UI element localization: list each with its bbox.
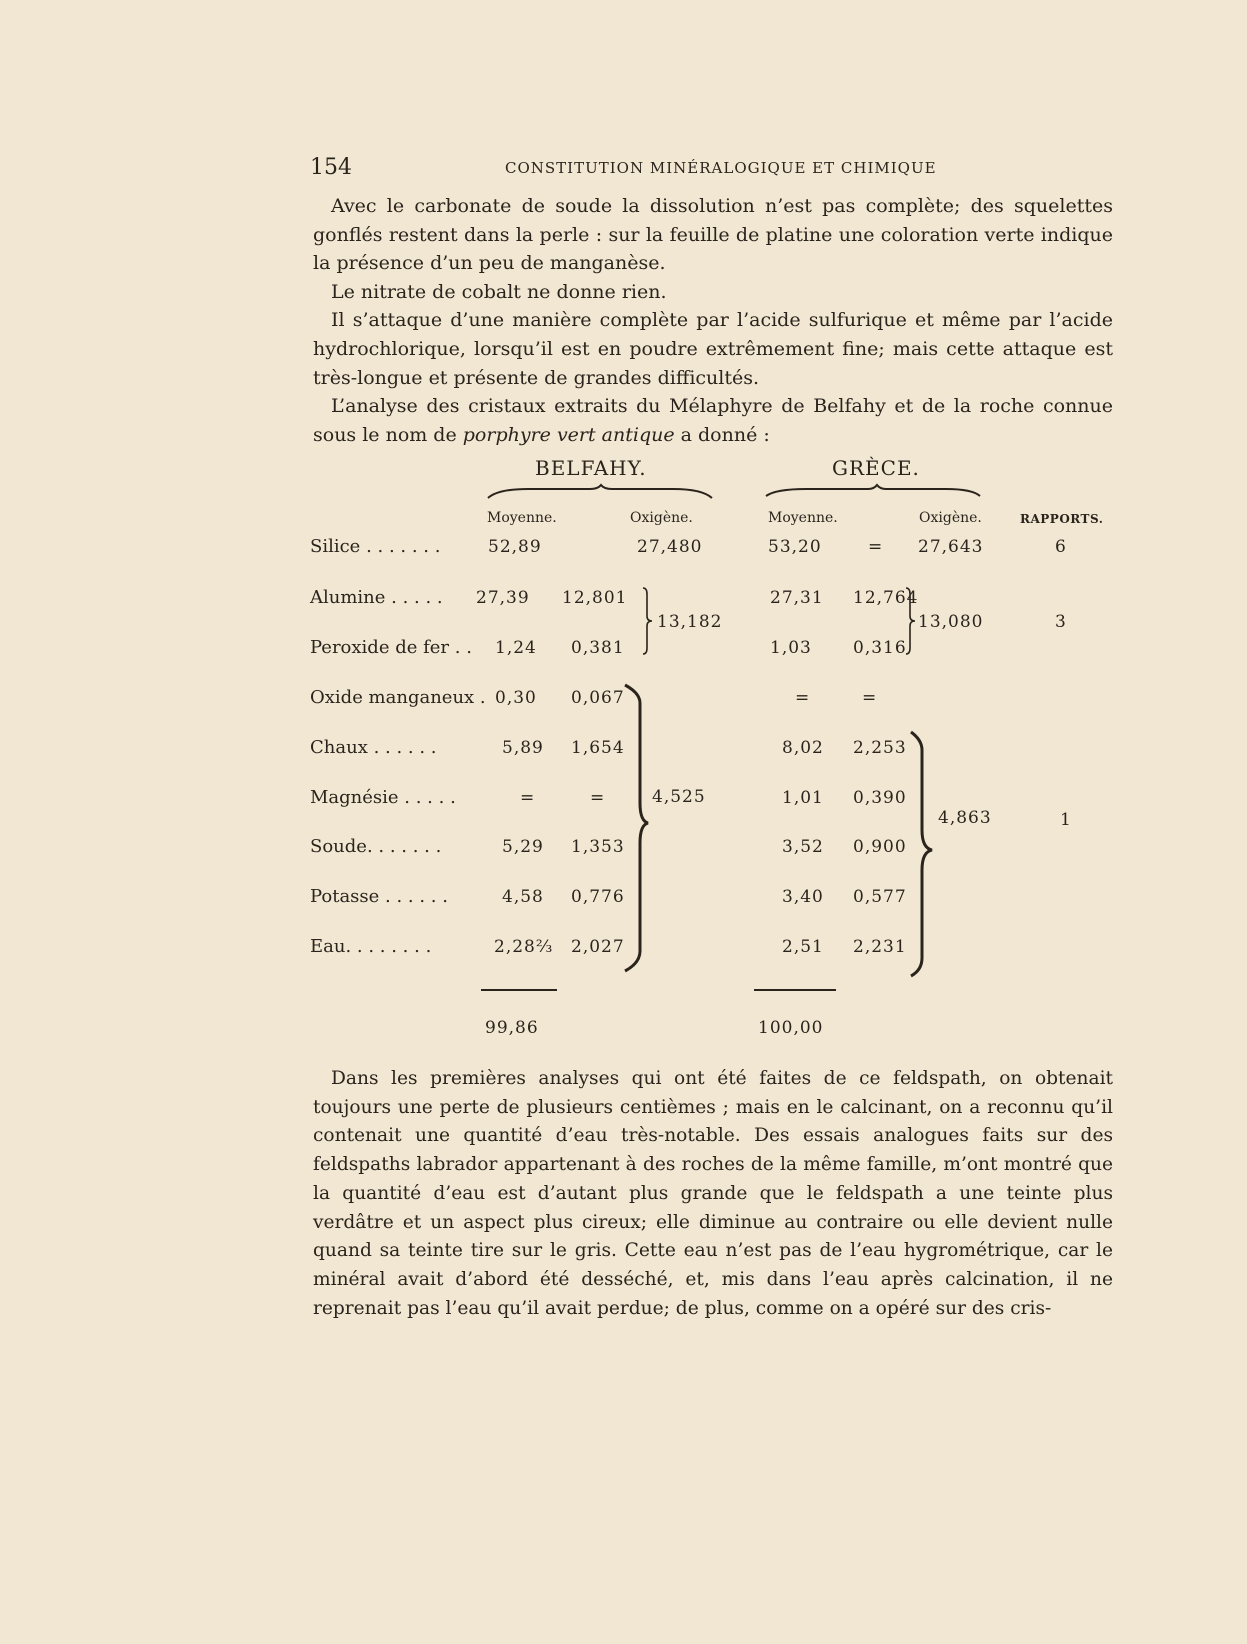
group1-belfahy-sum: 13,182 [657,612,723,632]
belfahy-brace [488,486,713,500]
cell-silice-g-mid: = [868,537,884,557]
cell-eau-g-ox: 2,231 [853,937,907,957]
running-title: CONSTITUTION MINÉRALOGIQUE ET CHIMIQUE [505,159,937,177]
cell-magnesie-b-ox: = [590,788,606,808]
cell-chaux-b-ox: 1,654 [571,738,625,758]
cell-silice-rapport: 6 [1055,537,1067,557]
cell-soude-b-moy: 5,29 [502,837,544,857]
label-text: Peroxide de fer [310,637,450,658]
cell-oxide-g-ox: = [862,688,878,708]
leader-dots: . . . . . [398,787,456,808]
cell-silice-g-moy: 53,20 [768,537,822,557]
group-header-belfahy: BELFAHY. [535,456,647,480]
group1-grece-sum: 13,080 [918,612,984,632]
grece-brace [766,486,981,500]
intro-paragraph-3: Il s’attaque d’une manière complète par l’acide sulfurique et même par l’acide hydrochlorique, lorsqu’il est en poudre extrêmement fine; mais cette attaque est très-longue et présente de grandes difficultés. [313,309,1113,389]
leader-dots: . . . . . . [367,737,437,758]
col-oxigene-grece: Oxigène. [919,510,982,526]
rock-name: porphyre vert antique [462,423,675,446]
row-label-oxide [310,687,486,708]
cell-chaux-g-ox: 2,253 [853,738,907,758]
total-rule-grece [754,989,836,991]
row-label-magnesie [310,787,456,808]
label-text: Silice [310,536,361,557]
intro-p4-end: a donné : [680,423,770,446]
row-label-eau [310,936,431,957]
cell-eau-b-moy [494,937,553,957]
total-grece: 100,00 [758,1018,824,1038]
cell-potasse-b-moy: 4,58 [502,887,544,907]
leader-dots: . . . . . [385,587,443,608]
group2-grece-sum: 4,863 [938,808,992,828]
cell-peroxide-g-ox: 0,316 [853,638,907,658]
group2-belfahy-bracket [622,683,650,973]
cell-potasse-g-ox: 0,577 [853,887,907,907]
row-label-alumine [310,587,443,608]
leader-dots: . . . . . . . [366,836,442,857]
leader-dots: . [474,687,486,708]
cell-potasse-b-ox: 0,776 [571,887,625,907]
intro-p4-text: L’analyse des cristaux extraits du Mélaphyre de Belfahy et de la roche connue sous le nom de [313,395,1113,446]
cell-magnesie-b-moy: = [520,788,536,808]
cell-eau-b-moy-int: 2,28 [494,937,536,957]
group2-belfahy-sum: 4,525 [652,787,706,807]
page-header [310,155,938,181]
group2-rapport: 1 [1060,810,1072,830]
col-rapports: RAPPORTS. [1020,512,1104,526]
group1-grece-bracket [905,586,919,656]
cell-silice-b-moy: 52,89 [488,537,542,557]
label-text: Magnésie [310,787,399,808]
cell-chaux-b-moy: 5,89 [502,738,544,758]
intro-text [313,192,1113,449]
leader-dots: . . . . . . . [360,536,441,557]
cell-peroxide-g-moy: 1,03 [770,638,812,658]
page-number: 154 [310,155,352,180]
label-text: Alumine [310,587,386,608]
row-label-peroxide [310,637,472,658]
cell-oxide-g-moy: = [795,688,811,708]
cell-oxide-b-ox: 0,067 [571,688,625,708]
label-text: Eau [310,936,346,957]
group-header-grece: GRÈCE. [832,456,920,480]
intro-paragraph-1: Avec le carbonate de soude la dissolution n’est pas complète; des squelettes gonflés restent dans la perle : sur la feuille de platine une coloration verte indique la présence d’un peu de manganèse. [313,195,1113,275]
cell-alumine-g-moy: 27,31 [770,588,824,608]
cell-alumine-b-ox: 12,801 [562,588,628,608]
intro-paragraph-4 [313,392,1113,449]
row-label-soude [310,836,441,857]
group2-grece-bracket [908,730,936,980]
total-rule-belfahy [481,989,557,991]
row-label-potasse [310,886,448,907]
group1-rapport: 3 [1055,612,1067,632]
outro-paragraph-1: Dans les premières analyses qui ont été faites de ce feldspath, on obtenait toujours une perte de plusieurs centièmes ; mais en le calcinant, on a reconnu qu’il contenait une quantité d’eau très-notable. Des essais analogues faits sur des feldspaths labrador appartenant à des roches de la même famille, m’ont montré que la quantité d’eau est d’autant plus grande que le feldspath a une teinte plus verdâtre et un aspect plus cireux; elle diminue au contraire ou elle devient nulle quand sa teinte tire sur le gris. Cette eau n’est pas de l’eau hygrométrique, car le minéral avait d’abord été desséché, et, mis dans l’eau après calcination, il ne reprenait pas l’eau qu’il avait perdue; de plus, comme on a opéré sur des cris- [313,1068,1113,1319]
cell-soude-g-ox: 0,900 [853,837,907,857]
cell-alumine-b-moy: 27,39 [476,588,530,608]
outro-text [313,1065,1113,1323]
cell-alumine-g-ox: 12,764 [853,588,919,608]
cell-soude-g-moy: 3,52 [782,837,824,857]
label-text: Potasse [310,886,380,907]
cell-eau-b-moy-frac: ⅔ [535,937,554,957]
col-oxigene-belfahy: Oxigène. [630,510,693,526]
intro-paragraph-2: Le nitrate de cobalt ne donne rien. [331,280,667,303]
col-moyenne-belfahy: Moyenne. [487,510,557,526]
cell-eau-b-ox: 2,027 [571,937,625,957]
label-text: Oxide manganeux [310,687,475,708]
leader-dots: . . . . . . . . [345,936,432,957]
cell-soude-b-ox: 1,353 [571,837,625,857]
group1-belfahy-bracket [642,586,656,656]
label-text: Chaux [310,737,368,758]
cell-magnesie-g-moy: 1,01 [782,788,824,808]
label-text: Soude [310,836,367,857]
cell-potasse-g-moy: 3,40 [782,887,824,907]
row-label-silice [310,536,440,557]
cell-magnesie-g-ox: 0,390 [853,788,907,808]
leader-dots: . . . . . . [379,886,448,907]
cell-oxide-b-moy: 0,30 [495,688,537,708]
cell-chaux-g-moy: 8,02 [782,738,824,758]
row-label-chaux [310,737,437,758]
col-moyenne-grece: Moyenne. [768,510,838,526]
cell-peroxide-b-moy: 1,24 [495,638,537,658]
cell-eau-g-moy: 2,51 [782,937,824,957]
cell-silice-b-ox: 27,480 [637,537,703,557]
cell-silice-g-ox: 27,643 [918,537,984,557]
leader-dots: . . [449,637,472,658]
cell-peroxide-b-ox: 0,381 [571,638,625,658]
total-belfahy: 99,86 [485,1018,539,1038]
